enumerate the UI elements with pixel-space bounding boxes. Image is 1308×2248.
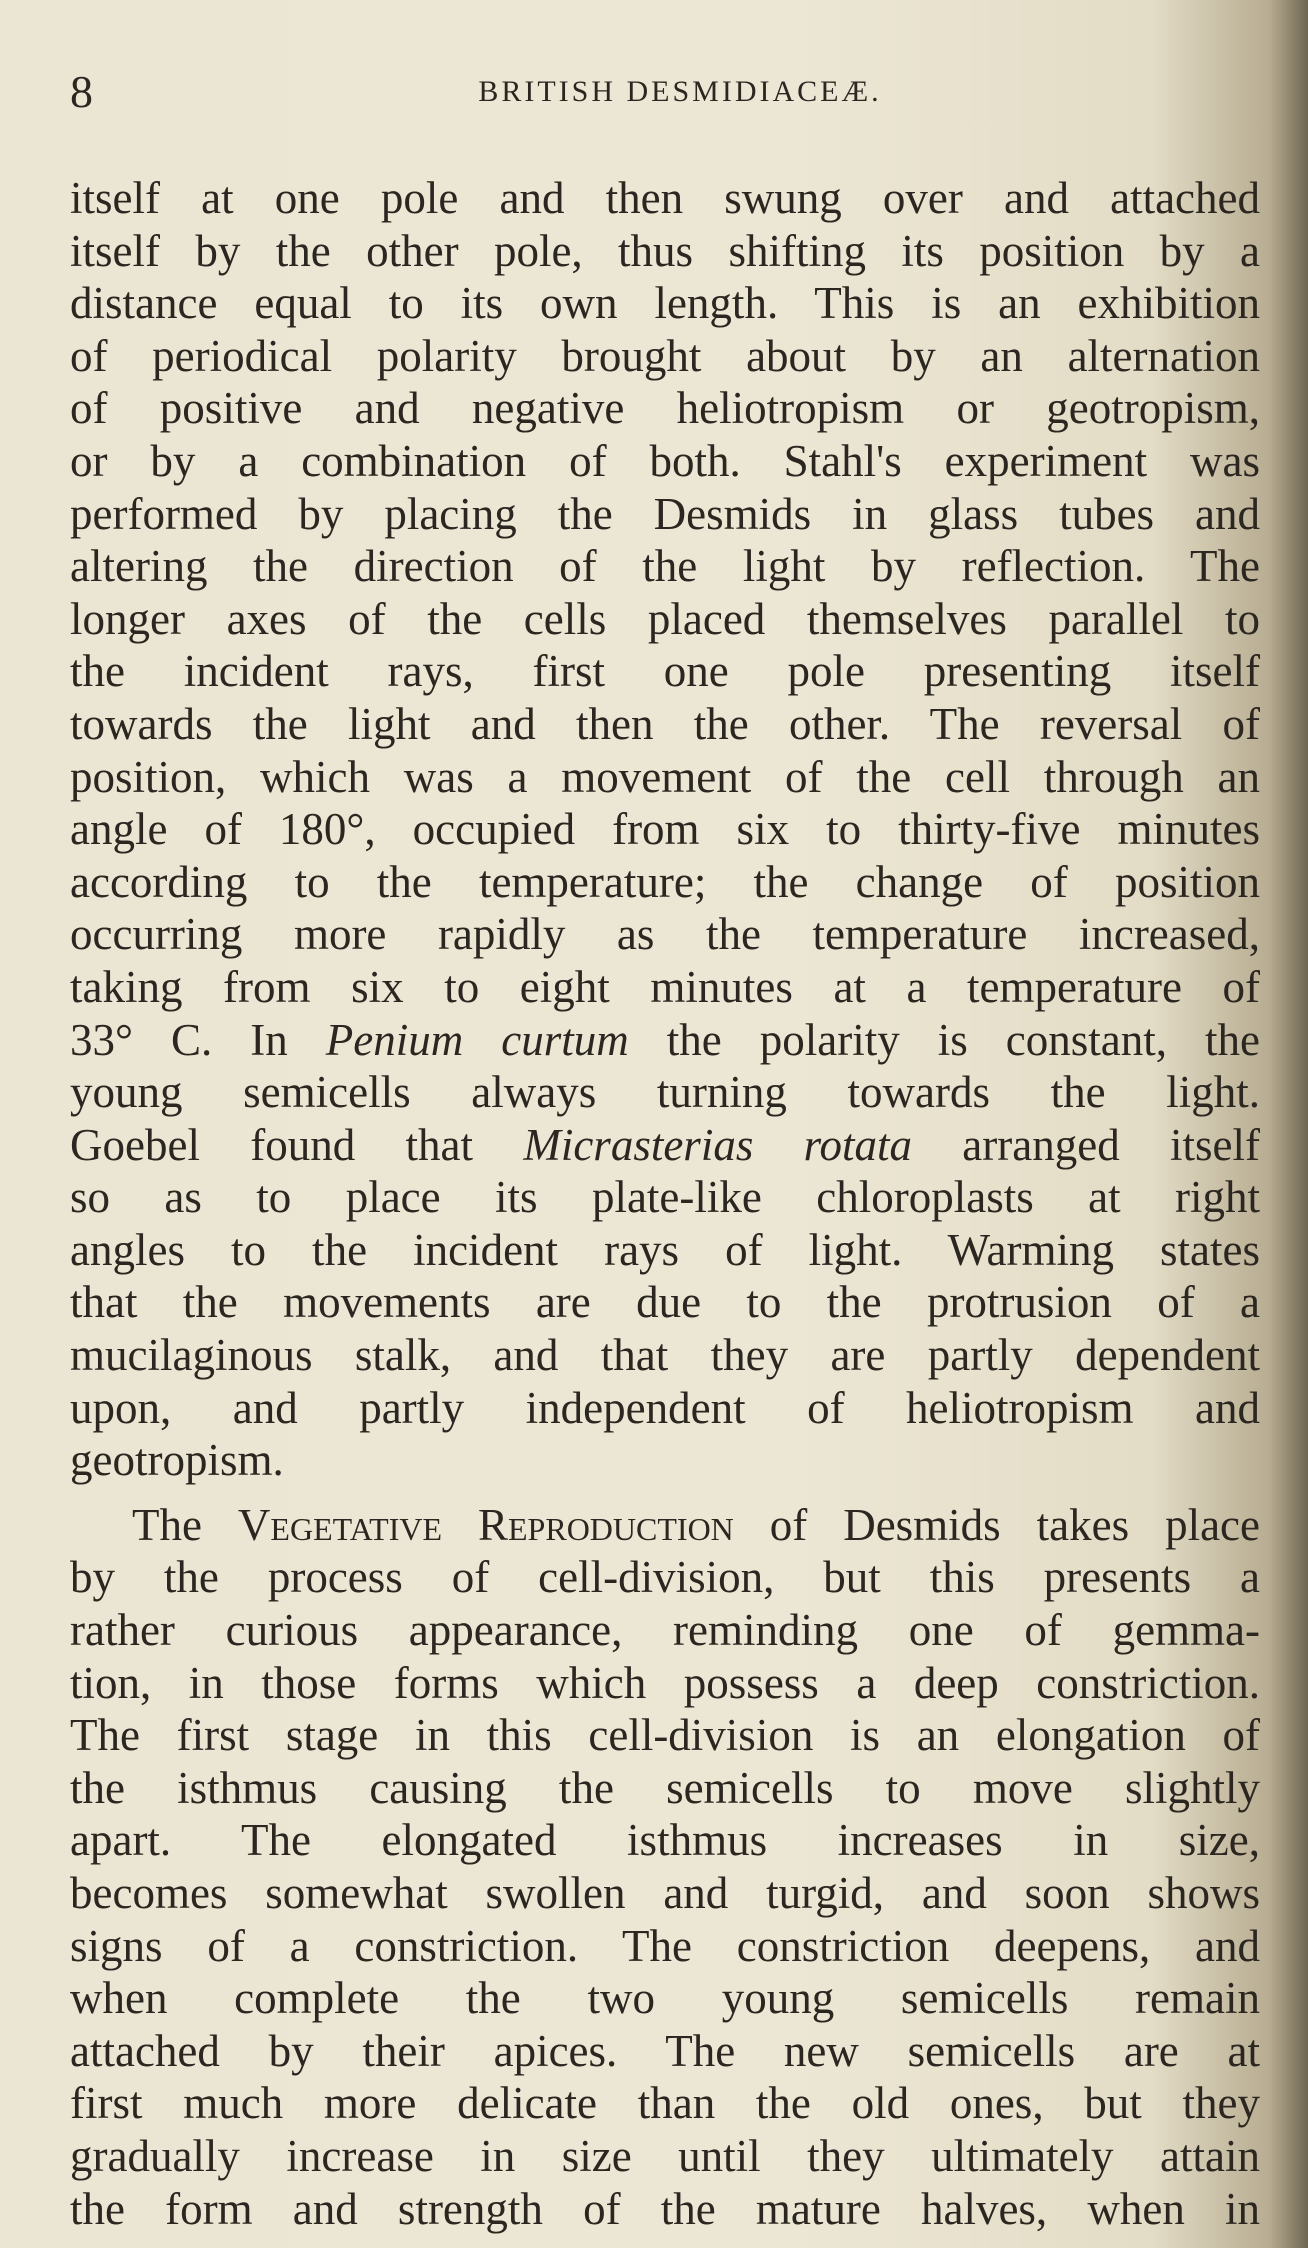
- text-line: upon, and partly independent of heliotropism and: [70, 1382, 1260, 1433]
- section-term: Vegetative Reproduction: [237, 1499, 734, 1550]
- text-segment: the polarity is constant, the: [628, 1014, 1260, 1065]
- text-line: so as to place its plate-like chloroplasts at right: [70, 1172, 1260, 1223]
- text-line: [70, 1119, 1260, 1172]
- text-line: taking from six to eight minutes at a temperature of: [70, 961, 1260, 1012]
- text-line: gradually increase in size until they ultimately attain: [70, 2130, 1260, 2181]
- text-line: geotropism.: [70, 1435, 284, 1486]
- text-segment: arranged itself: [912, 1119, 1260, 1170]
- text-line: [70, 1499, 1260, 1552]
- text-line: longer axes of the cells placed themselves parallel to: [70, 593, 1260, 644]
- text-line: the incident rays, first one pole presenting itself: [70, 646, 1260, 697]
- text-line: altering the direction of the light by reflection. The: [70, 541, 1260, 592]
- text-line: of positive and negative heliotropism or geotropism,: [70, 383, 1260, 434]
- text-line: The first stage in this cell-division is an elongation of: [70, 1710, 1260, 1761]
- text-line: distance equal to its own length. This is an exhibition: [70, 278, 1260, 329]
- text-line: rather curious appearance, reminding one of gemma-: [70, 1605, 1260, 1656]
- running-title: BRITISH DESMIDIACEÆ.: [478, 75, 882, 108]
- text-line: when complete the two young semicells remain: [70, 1973, 1260, 2024]
- text-line: according to the temperature; the change of position: [70, 856, 1260, 907]
- text-line: position, which was a movement of the cell through an: [70, 751, 1260, 802]
- text-line: [70, 1014, 1260, 1067]
- text-line: itself by the other pole, thus shifting its position by a: [70, 225, 1260, 276]
- text-line: first much more delicate than the old ones, but they: [70, 2078, 1260, 2129]
- text-line: becomes somewhat swollen and turgid, and soon shows: [70, 1868, 1260, 1918]
- text-line: angle of 180°, occupied from six to thirty-five minutes: [70, 804, 1260, 855]
- text-segment: Goebel found that: [70, 1119, 524, 1170]
- species-name-penium-curtum: Penium curtum: [325, 1014, 629, 1065]
- text-line: towards the light and then the other. The reversal of: [70, 698, 1260, 749]
- text-line: occurring more rapidly as the temperature increased,: [70, 909, 1260, 960]
- page-number: 8: [70, 66, 93, 117]
- text-line: the form and strength of the mature halves, when in: [70, 2183, 1260, 2234]
- running-head: [70, 62, 1250, 122]
- text-line: signs of a constriction. The constriction deepens, and: [70, 1920, 1260, 1971]
- paragraph-heliotropism: [70, 172, 1260, 1487]
- text-line: mucilaginous stalk, and that they are partly dependent: [70, 1330, 1260, 1381]
- species-name-micrasterias-rotata: Micrasterias rotata: [523, 1119, 912, 1170]
- text-segment: of Desmids takes place: [733, 1499, 1260, 1550]
- text-line: apart. The elongated isthmus increases in size,: [70, 1815, 1260, 1866]
- text-segment: 33° C. In: [70, 1014, 326, 1065]
- text-line: by the process of cell-division, but this presents a: [70, 1552, 1260, 1603]
- text-line: attached by their apices. The new semicells are at: [70, 2025, 1260, 2076]
- paragraph-spacer: [70, 1487, 1260, 1499]
- text-line: angles to the incident rays of light. Warming states: [70, 1224, 1260, 1275]
- text-line: that the movements are due to the protrusion of a: [70, 1277, 1260, 1328]
- text-line: itself at one pole and then swung over and attached: [70, 173, 1260, 223]
- text-segment: The: [132, 1499, 238, 1550]
- text-line: performed by placing the Desmids in glass tubes and: [70, 488, 1260, 539]
- text-line: tion, in those forms which possess a deep constriction.: [70, 1657, 1260, 1708]
- text-line: young semicells always turning towards the light.: [70, 1067, 1260, 1118]
- body-text: [70, 172, 1260, 2235]
- text-line: or by a combination of both. Stahl's experiment was: [70, 435, 1260, 486]
- text-line: of periodical polarity brought about by an alternation: [70, 330, 1260, 381]
- text-line: the isthmus causing the semicells to move slightly: [70, 1762, 1260, 1813]
- paragraph-vegetative-reproduction: [70, 1499, 1260, 2235]
